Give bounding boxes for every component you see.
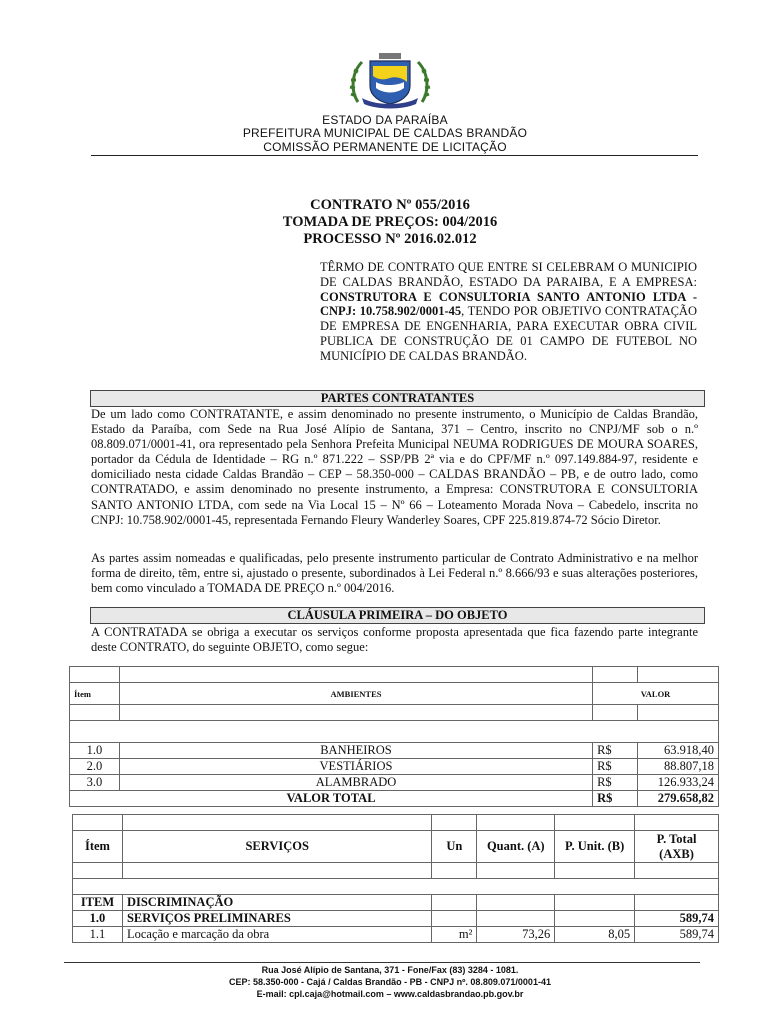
- table-row: [70, 743, 719, 759]
- header-prefecture: PREFEITURA MUNICIPAL DE CALDAS BRANDÃO: [242, 126, 528, 140]
- ambiente-value: 126.933,24: [638, 775, 719, 791]
- ambiente-item: 2.0: [70, 759, 120, 775]
- table-row: [73, 863, 719, 879]
- ambiente-item: 3.0: [70, 775, 120, 791]
- services-table: [72, 814, 719, 943]
- table-row: [73, 911, 719, 927]
- service-desc: Locação e marcação da obra: [122, 927, 431, 943]
- ambiente-currency: R$: [593, 759, 638, 775]
- ambiente-name: ALAMBRADO: [119, 775, 592, 791]
- col-header-total-price: P. Total (AXB): [635, 831, 719, 863]
- parties-heading: PARTES CONTRATANTES: [90, 390, 705, 407]
- service-quant: 73,26: [477, 927, 555, 943]
- preamble-text-1: TÊRMO DE CONTRATO QUE ENTRE SI CELEBRAM O MUNICIPIO DE CALDAS BRANDÃO, ESTADO DA PARAIBA, E A EMPRESA:: [320, 260, 697, 289]
- ambiente-value: 63.918,40: [638, 743, 719, 759]
- col-header-item: Ítem: [70, 683, 120, 705]
- col-header-quant: Quant. (A): [477, 831, 555, 863]
- tender-title: TOMADA DE PREÇOS: 004/2016: [282, 214, 498, 230]
- clause1-heading: CLÁUSULA PRIMEIRA – DO OBJETO: [90, 607, 705, 624]
- table-header-row: [73, 831, 719, 863]
- table-row: [73, 927, 719, 943]
- table-row: [73, 815, 719, 831]
- footer-divider: [64, 962, 700, 963]
- service-item: 1.1: [73, 927, 123, 943]
- document-titles: [0, 197, 770, 248]
- table-row: [70, 759, 719, 775]
- contract-preamble: [320, 260, 697, 364]
- col-header-ambientes: AMBIENTES: [119, 683, 592, 705]
- table-row: [73, 879, 719, 895]
- table-total-row: [70, 791, 719, 807]
- section-item: 1.0: [73, 911, 123, 927]
- ambiente-currency: R$: [593, 775, 638, 791]
- col-header-valor: VALOR: [593, 683, 719, 705]
- service-unit: m²: [432, 927, 477, 943]
- table-row: [70, 721, 719, 743]
- clause1-text: A CONTRATADA se obriga a executar os serviços conforme proposta apresentada que fica fazendo parte integrante deste CONTRATO, do seguinte OBJETO, como segue:: [91, 625, 698, 655]
- footer-contact: E-mail: cpl.caja@hotmail.com – www.caldasbrandao.pb.gov.br: [256, 989, 524, 999]
- footer-cep-cnpj: CEP: 58.350-000 - Cajá / Caldas Brandão - PB - CNPJ nº. 08.809.071/0001-41: [229, 977, 551, 987]
- ambiente-name: VESTIÁRIOS: [119, 759, 592, 775]
- discrim-label: DISCRIMINAÇÃO: [122, 895, 431, 911]
- preamble-company: CONSTRUTORA E CONSULTORIA SANTO ANTONIO LTDA - CNPJ: 10.758.902/0001-45: [320, 289, 697, 319]
- ambiente-name: BANHEIROS: [119, 743, 592, 759]
- table-row: [70, 667, 719, 683]
- section-label: SERVIÇOS PRELIMINARES: [122, 911, 431, 927]
- contract-title: CONTRATO Nº 055/2016: [310, 197, 470, 213]
- ambiente-currency: R$: [593, 743, 638, 759]
- col-header-un: Un: [432, 831, 477, 863]
- parties-paragraph-1: De um lado como CONTRATANTE, e assim denominado no presente instrumento, o Município de Caldas Brandão, Estado da Paraíba, com Sede na Rua José Alípio de Santana, 371 – Centro, inscrito no CNPJ/MF sob o n.º 08.809.071/0001-41, ora representado pela Senhora Prefeita Municipal NEUMA RODRIGUES DE MOURA SOARES, portador da Cédula de Identidade – RG n.º 871.222 – SSP/PB 2ª via e do CPF/MF n.º 097.149.884-97, residente e domiciliado nesta cidade Caldas Brandão – CEP – 58.350-000 – CALDAS BRANDÃO – PB, e de outro lado, como CONTRATADO, e assim denominado no presente instrumento, a Empresa: CONSTRUTORA E CONSULTORIA SANTO ANTONIO LTDA, com sede na Via Local 15 – Nº 66 – Loteamento Morada Nova – Cabedelo, inscrita no CNPJ: 10.758.902/0001-45, representada Fernando Fleury Wanderley Soares, CPF 225.819.874-72 Sócio Diretor.: [91, 407, 698, 527]
- total-label: VALOR TOTAL: [70, 791, 593, 807]
- table-row: [70, 775, 719, 791]
- header-divider: [91, 155, 698, 156]
- service-total: 589,74: [635, 927, 719, 943]
- section-total: 589,74: [635, 911, 719, 927]
- discrim-item: ITEM: [73, 895, 123, 911]
- header-commission: COMISSÃO PERMANENTE DE LICITAÇÃO: [263, 140, 507, 154]
- col-header-unit-price: P. Unit. (B): [555, 831, 635, 863]
- process-title: PROCESSO Nº 2016.02.012: [303, 231, 477, 247]
- service-unit-price: 8,05: [555, 927, 635, 943]
- ambiente-value: 88.807,18: [638, 759, 719, 775]
- total-currency: R$: [593, 791, 638, 807]
- parties-paragraph-2: As partes assim nomeadas e qualificadas, pelo presente instrumento particular de Contrato Administrativo e na melhor forma de direito, têm, entre si, ajustado o presente, subordinados à Lei Federal n.º 8.666/93 e suas alterações posteriores, bem como vinculado a TOMADA DE PREÇO n.º 004/2016.: [91, 551, 698, 596]
- coat-of-arms-icon: [348, 52, 432, 112]
- header-state: ESTADO DA PARAÍBA: [322, 113, 448, 127]
- table-row: [70, 705, 719, 721]
- table-header-row: [70, 683, 719, 705]
- table-row: [73, 895, 719, 911]
- preamble-text-2: , TENDO POR OBJETIVO CONTRATAÇÃO DE EMPRESA DE ENGENHARIA, PARA EXECUTAR OBRA CIVIL PUBLICA DE CONSTRUÇÃO DE 01 CAMPO DE FUTEBOL NO MUNICÍPIO DE CALDAS BRANDÃO.: [320, 304, 697, 363]
- ambiente-item: 1.0: [70, 743, 120, 759]
- total-value: 279.658,82: [638, 791, 719, 807]
- col-header-item: Ítem: [73, 831, 123, 863]
- col-header-servicos: SERVIÇOS: [122, 831, 431, 863]
- ambientes-table: [69, 666, 719, 807]
- footer-address: Rua José Alípio de Santana, 371 - Fone/Fax (83) 3284 - 1081.: [261, 965, 519, 975]
